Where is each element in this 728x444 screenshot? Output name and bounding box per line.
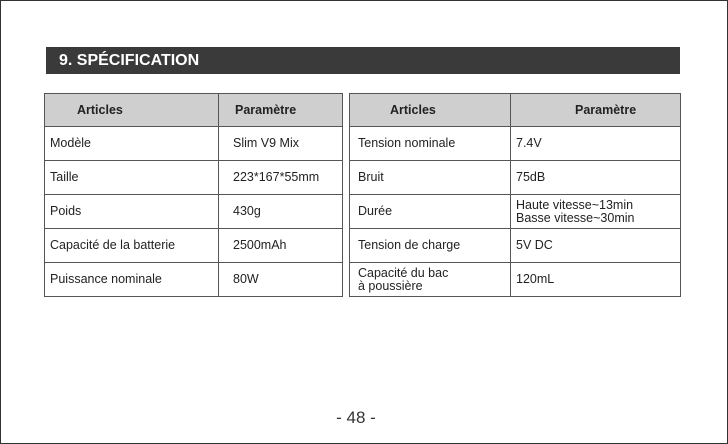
article-cell: Puissance nominale: [45, 263, 219, 297]
spec-table-left: [44, 93, 343, 297]
table-header-row: [45, 94, 343, 127]
header-articles: Articles: [350, 94, 511, 127]
value-cell: 5V DC: [511, 229, 681, 263]
value-cell: 2500mAh: [219, 229, 343, 263]
table-row: [45, 263, 343, 297]
table-row: [350, 195, 681, 229]
spec-table-right: [349, 93, 681, 297]
value-cell: Slim V9 Mix: [219, 127, 343, 161]
table-row: [45, 195, 343, 229]
article-cell: Durée: [350, 195, 511, 229]
table-row: [350, 229, 681, 263]
table-row: [45, 229, 343, 263]
article-cell: Poids: [45, 195, 219, 229]
table-row: [45, 161, 343, 195]
value-cell: 120mL: [511, 263, 681, 297]
value-cell: 75dB: [511, 161, 681, 195]
table-row: [45, 127, 343, 161]
value-cell: 7.4V: [511, 127, 681, 161]
article-cell: Modèle: [45, 127, 219, 161]
article-cell: Bruit: [350, 161, 511, 195]
article-cell: Tension de charge: [350, 229, 511, 263]
value-cell: 80W: [219, 263, 343, 297]
value-cell: 430g: [219, 195, 343, 229]
value-cell: 223*167*55mm: [219, 161, 343, 195]
page-number: - 48 -: [336, 408, 376, 427]
table-header-row: [350, 94, 681, 127]
header-parametre: Paramètre: [219, 94, 343, 127]
table-row: [350, 263, 681, 297]
table-row: [350, 161, 681, 195]
table-row: [350, 127, 681, 161]
section-title: 9. SPÉCIFICATION: [46, 47, 680, 74]
article-cell: Taille: [45, 161, 219, 195]
article-cell: Capacité de la batterie: [45, 229, 219, 263]
article-cell: Tension nominale: [350, 127, 511, 161]
value-cell: Haute vitesse~13min Basse vitesse~30min: [511, 195, 681, 229]
header-parametre: Paramètre: [511, 94, 681, 127]
article-cell: Capacité du bac à poussière: [350, 263, 511, 297]
header-articles: Articles: [45, 94, 219, 127]
